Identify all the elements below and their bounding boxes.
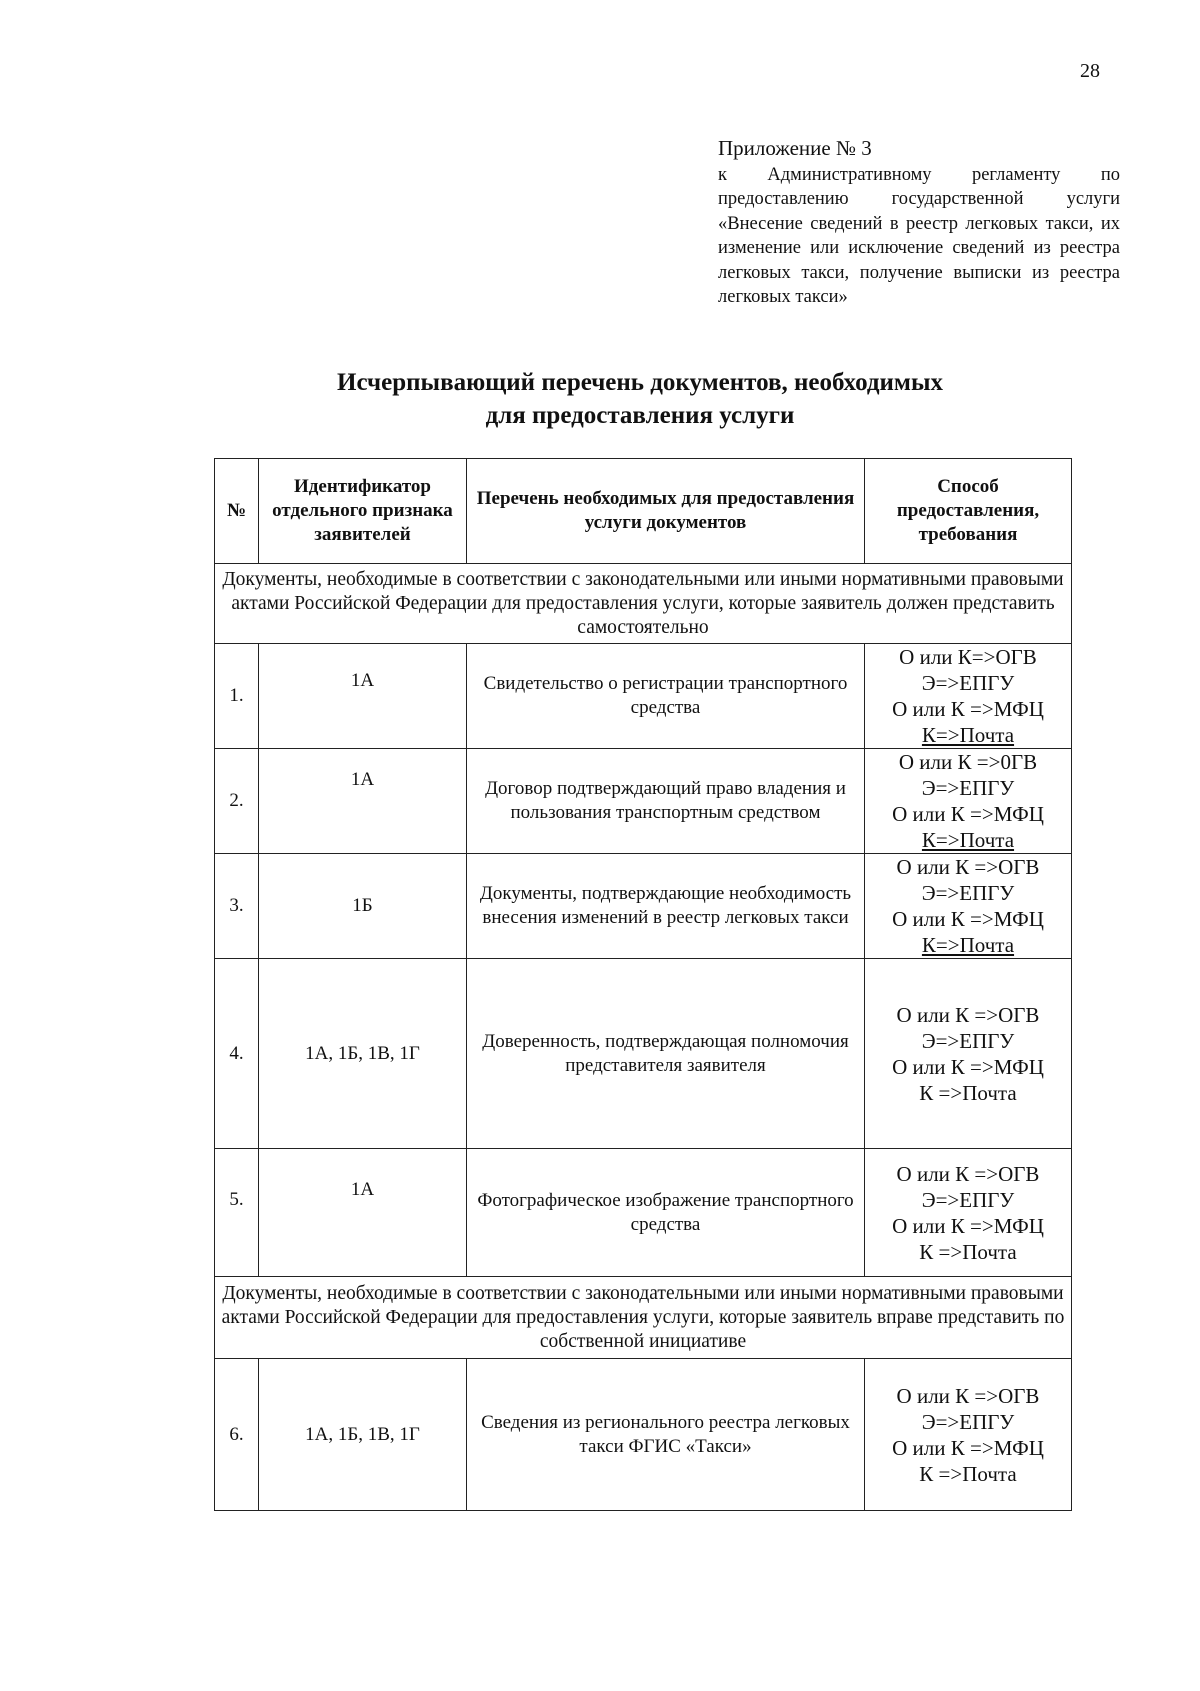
row-method: [865, 854, 1072, 959]
annex-block: [718, 136, 1120, 310]
method-line: О или К =>МФЦ: [892, 907, 1044, 931]
method-line: О или К =>ОГВ: [896, 1161, 1040, 1186]
row-method: [865, 749, 1072, 854]
row-identifier: 1А, 1Б, 1В, 1Г: [259, 1359, 467, 1511]
method-line: О или К =>ОГВ: [896, 1383, 1040, 1408]
header-documents: Перечень необходимых для предоставления услуги документов: [467, 459, 865, 564]
method-line: Э=>ЕПГУ: [921, 1028, 1015, 1053]
page-number: 28: [1080, 60, 1100, 82]
method-line: Э=>ЕПГУ: [921, 776, 1015, 800]
method-line: О или К =>МФЦ: [892, 802, 1044, 826]
row-document: Сведения из регионального реестра легковых такси ФГИС «Такси»: [467, 1359, 865, 1511]
row-document: Фотографическое изображение транспортного средства: [467, 1149, 865, 1277]
row-number: 2.: [215, 749, 259, 854]
table-row: [215, 854, 1072, 959]
row-method: [865, 1359, 1072, 1511]
document-title-line-2: для предоставления услуги: [485, 402, 795, 429]
method-line: К=>Почта: [921, 828, 1015, 852]
row-identifier: 1А: [259, 644, 467, 749]
method-line: Э=>ЕПГУ: [921, 671, 1015, 695]
method-line: К=>Почта: [921, 723, 1015, 747]
row-document: Договор подтверждающий право владения и пользования транспортным средством: [467, 749, 865, 854]
section-row-optional: [215, 1277, 1072, 1359]
document-title-line-1: Исчерпывающий перечень документов, необходимых: [337, 369, 943, 396]
method-line: О или К =>ОГВ: [896, 855, 1040, 879]
method-line: Э=>ЕПГУ: [921, 1409, 1015, 1434]
method-line: Э=>ЕПГУ: [921, 881, 1015, 905]
method-line: О или К =>ОГВ: [896, 1002, 1040, 1027]
method-line: Э=>ЕПГУ: [921, 1187, 1015, 1212]
row-number: 5.: [215, 1149, 259, 1277]
table-row: [215, 749, 1072, 854]
method-line: О или К =>МФЦ: [892, 1435, 1044, 1460]
row-identifier: 1Б: [259, 854, 467, 959]
method-line: О или К =>МФЦ: [892, 1213, 1044, 1238]
section-optional-text: Документы, необходимые в соответствии с законодательными или иными нормативными правовыми актами Российской Федерации для предоставления услуги, которые заявитель вправе представить по собственной инициативе: [215, 1277, 1072, 1359]
table-row: [215, 644, 1072, 749]
row-number: 4.: [215, 959, 259, 1149]
table-row: [215, 1149, 1072, 1277]
row-number: 1.: [215, 644, 259, 749]
document-title: [210, 366, 1070, 432]
method-line: О или К =>МФЦ: [892, 697, 1044, 721]
method-line: О или К=>ОГВ: [899, 645, 1037, 669]
method-line: К =>Почта: [919, 1239, 1017, 1264]
method-line: К =>Почта: [919, 1080, 1017, 1105]
table-row: [215, 1359, 1072, 1511]
row-identifier: 1А: [259, 1149, 467, 1277]
header-method: Способ предоставления, требования: [865, 459, 1072, 564]
header-num: №: [215, 459, 259, 564]
row-document: Доверенность, подтверждающая полномочия представителя заявителя: [467, 959, 865, 1149]
row-identifier: 1А: [259, 749, 467, 854]
row-number: 6.: [215, 1359, 259, 1511]
method-line: К =>Почта: [919, 1461, 1017, 1486]
table-header-row: [215, 459, 1072, 564]
documents-table: [214, 458, 1072, 1511]
row-identifier: 1А, 1Б, 1В, 1Г: [259, 959, 467, 1149]
method-line: О или К =>МФЦ: [892, 1054, 1044, 1079]
row-method: [865, 959, 1072, 1149]
method-line: О или К =>0ГВ: [898, 750, 1038, 774]
row-document: Документы, подтверждающие необходимость внесения изменений в реестр легковых такси: [467, 854, 865, 959]
header-identifier: Идентификатор отдельного признака заявителей: [259, 459, 467, 564]
section-row-mandatory: [215, 564, 1072, 644]
table-row: [215, 959, 1072, 1149]
method-line: К=>Почта: [921, 933, 1015, 957]
annex-text: к Административному регламенту по предоставлению государственной услуги «Внесение сведений в реестр легковых такси, их изменение или исключение сведений из реестра легковых такси, получение выписки из реестра легковых такси»: [718, 164, 1120, 307]
row-method: [865, 1149, 1072, 1277]
annex-title: Приложение № 3: [718, 136, 872, 160]
row-number: 3.: [215, 854, 259, 959]
row-method: [865, 644, 1072, 749]
row-document: Свидетельство о регистрации транспортного средства: [467, 644, 865, 749]
section-mandatory-text: Документы, необходимые в соответствии с законодательными или иными нормативными правовыми актами Российской Федерации для предоставления услуги, которые заявитель должен представить самостоятельно: [215, 564, 1072, 644]
